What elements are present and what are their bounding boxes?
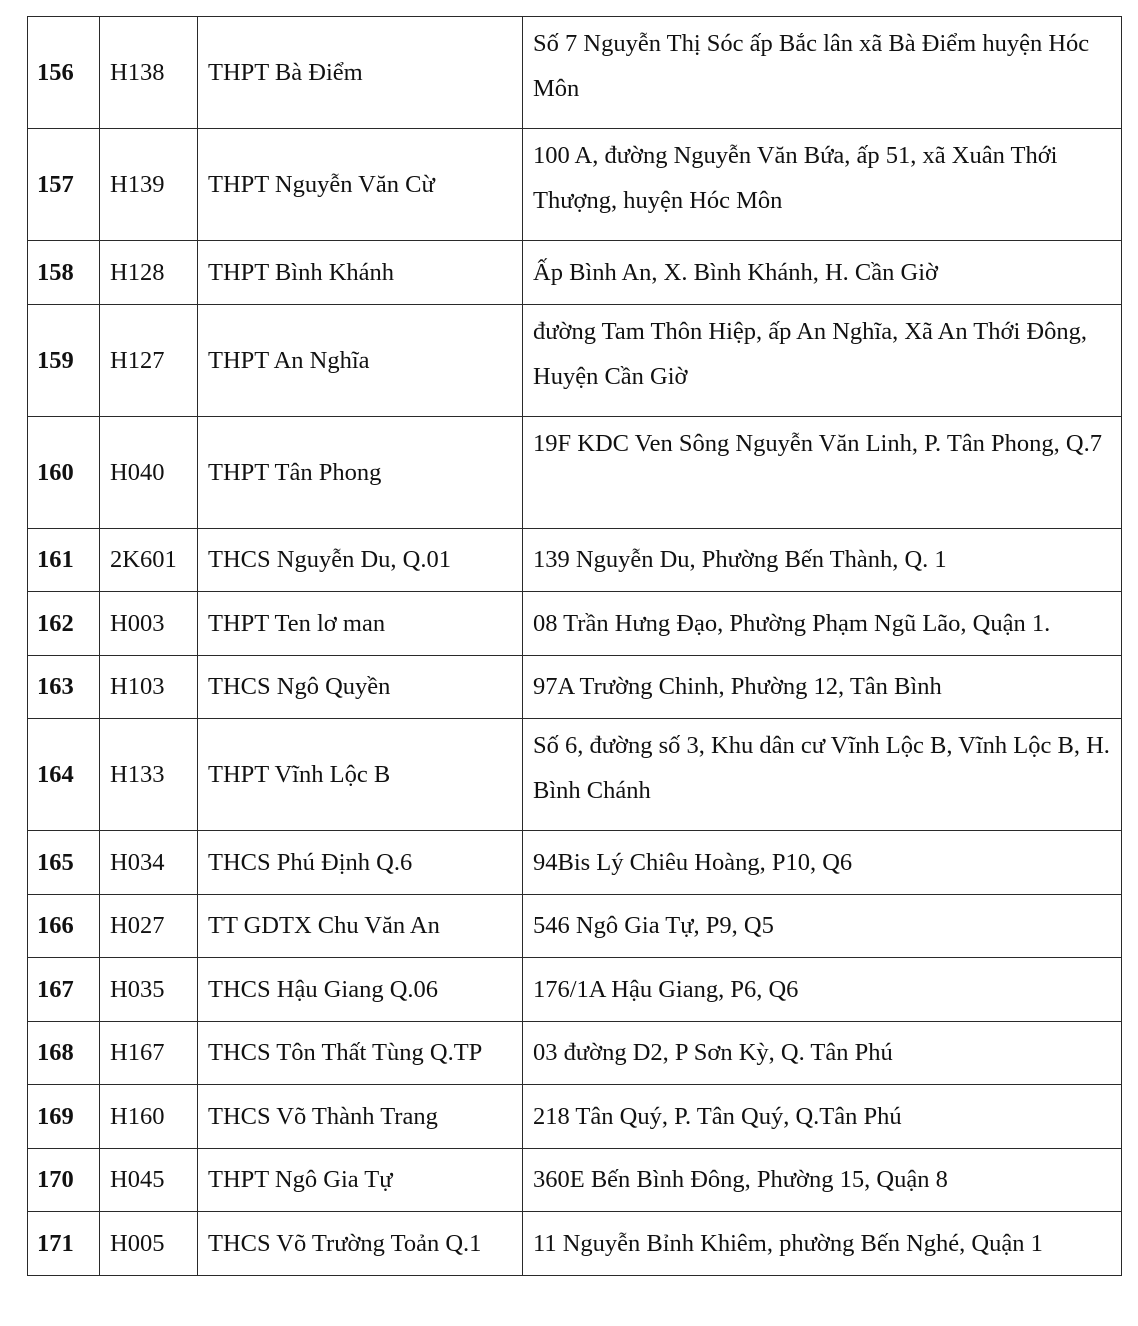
venue-code-cell: H127 <box>100 304 198 416</box>
school-name-cell: THPT Ten lơ man <box>198 592 523 656</box>
school-name-cell: TT GDTX Chu Văn An <box>198 894 523 958</box>
venue-code-cell: H005 <box>100 1212 198 1276</box>
row-number-cell: 158 <box>28 241 100 305</box>
table-row <box>28 831 1122 895</box>
row-number-cell: 164 <box>28 719 100 831</box>
table-row <box>28 894 1122 958</box>
row-number-cell: 161 <box>28 528 100 592</box>
row-number-cell: 157 <box>28 129 100 241</box>
exam-venue-table <box>27 16 1122 1276</box>
row-number-cell: 166 <box>28 894 100 958</box>
address-cell: 218 Tân Quý, P. Tân Quý, Q.Tân Phú <box>523 1085 1122 1149</box>
address-cell: 19F KDC Ven Sông Nguyễn Văn Linh, P. Tân Phong, Q.7 <box>523 416 1122 528</box>
school-name-cell: THPT Tân Phong <box>198 416 523 528</box>
table-row <box>28 1021 1122 1085</box>
school-name-cell: THCS Nguyễn Du, Q.01 <box>198 528 523 592</box>
address-cell: 176/1A Hậu Giang, P6, Q6 <box>523 958 1122 1022</box>
venue-code-cell: H045 <box>100 1148 198 1212</box>
row-number-cell: 159 <box>28 304 100 416</box>
row-number-cell: 170 <box>28 1148 100 1212</box>
address-cell: 11 Nguyễn Bỉnh Khiêm, phường Bến Nghé, Quận 1 <box>523 1212 1122 1276</box>
school-name-cell: THCS Hậu Giang Q.06 <box>198 958 523 1022</box>
venue-code-cell: H167 <box>100 1021 198 1085</box>
venue-code-cell: H027 <box>100 894 198 958</box>
school-name-cell: THPT Bà Điểm <box>198 17 523 129</box>
venue-code-cell: H035 <box>100 958 198 1022</box>
table-row <box>28 129 1122 241</box>
table-row <box>28 592 1122 656</box>
row-number-cell: 162 <box>28 592 100 656</box>
table-row <box>28 1085 1122 1149</box>
table-row <box>28 528 1122 592</box>
venue-code-cell: 2K601 <box>100 528 198 592</box>
address-cell: 360E Bến Bình Đông, Phường 15, Quận 8 <box>523 1148 1122 1212</box>
school-name-cell: THCS Phú Định Q.6 <box>198 831 523 895</box>
row-number-cell: 168 <box>28 1021 100 1085</box>
table-row <box>28 304 1122 416</box>
venue-code-cell: H128 <box>100 241 198 305</box>
school-name-cell: THPT Ngô Gia Tự <box>198 1148 523 1212</box>
venue-code-cell: H133 <box>100 719 198 831</box>
address-cell: Ấp Bình An, X. Bình Khánh, H. Cần Giờ <box>523 241 1122 305</box>
row-number-cell: 171 <box>28 1212 100 1276</box>
table-row <box>28 1212 1122 1276</box>
venue-code-cell: H003 <box>100 592 198 656</box>
address-cell: 08 Trần Hưng Đạo, Phường Phạm Ngũ Lão, Quận 1. <box>523 592 1122 656</box>
table-row <box>28 719 1122 831</box>
venue-code-cell: H160 <box>100 1085 198 1149</box>
venue-code-cell: H040 <box>100 416 198 528</box>
school-name-cell: THCS Tôn Thất Tùng Q.TP <box>198 1021 523 1085</box>
venue-code-cell: H139 <box>100 129 198 241</box>
table-row <box>28 958 1122 1022</box>
row-number-cell: 163 <box>28 655 100 719</box>
school-name-cell: THPT An Nghĩa <box>198 304 523 416</box>
venue-code-cell: H103 <box>100 655 198 719</box>
venue-code-cell: H138 <box>100 17 198 129</box>
address-cell: đường Tam Thôn Hiệp, ấp An Nghĩa, Xã An Thới Đông, Huyện Cần Giờ <box>523 304 1122 416</box>
table-row <box>28 416 1122 528</box>
address-cell: 100 A, đường Nguyễn Văn Bứa, ấp 51, xã Xuân Thới Thượng, huyện Hóc Môn <box>523 129 1122 241</box>
address-cell: Số 7 Nguyễn Thị Sóc ấp Bắc lân xã Bà Điểm huyện Hóc Môn <box>523 17 1122 129</box>
address-cell: 94Bis Lý Chiêu Hoàng, P10, Q6 <box>523 831 1122 895</box>
table-row <box>28 655 1122 719</box>
table-row <box>28 1148 1122 1212</box>
table-row <box>28 241 1122 305</box>
school-name-cell: THPT Vĩnh Lộc B <box>198 719 523 831</box>
table-body <box>28 17 1122 1276</box>
address-cell: 03 đường D2, P Sơn Kỳ, Q. Tân Phú <box>523 1021 1122 1085</box>
school-name-cell: THCS Võ Thành Trang <box>198 1085 523 1149</box>
table-row <box>28 17 1122 129</box>
row-number-cell: 156 <box>28 17 100 129</box>
address-cell: 139 Nguyễn Du, Phường Bến Thành, Q. 1 <box>523 528 1122 592</box>
school-name-cell: THCS Ngô Quyền <box>198 655 523 719</box>
school-name-cell: THPT Nguyễn Văn Cừ <box>198 129 523 241</box>
venue-code-cell: H034 <box>100 831 198 895</box>
row-number-cell: 165 <box>28 831 100 895</box>
school-name-cell: THPT Bình Khánh <box>198 241 523 305</box>
school-name-cell: THCS Võ Trường Toản Q.1 <box>198 1212 523 1276</box>
row-number-cell: 169 <box>28 1085 100 1149</box>
row-number-cell: 167 <box>28 958 100 1022</box>
address-cell: Số 6, đường số 3, Khu dân cư Vĩnh Lộc B, Vĩnh Lộc B, H. Bình Chánh <box>523 719 1122 831</box>
address-cell: 546 Ngô Gia Tự, P9, Q5 <box>523 894 1122 958</box>
row-number-cell: 160 <box>28 416 100 528</box>
address-cell: 97A Trường Chinh, Phường 12, Tân Bình <box>523 655 1122 719</box>
